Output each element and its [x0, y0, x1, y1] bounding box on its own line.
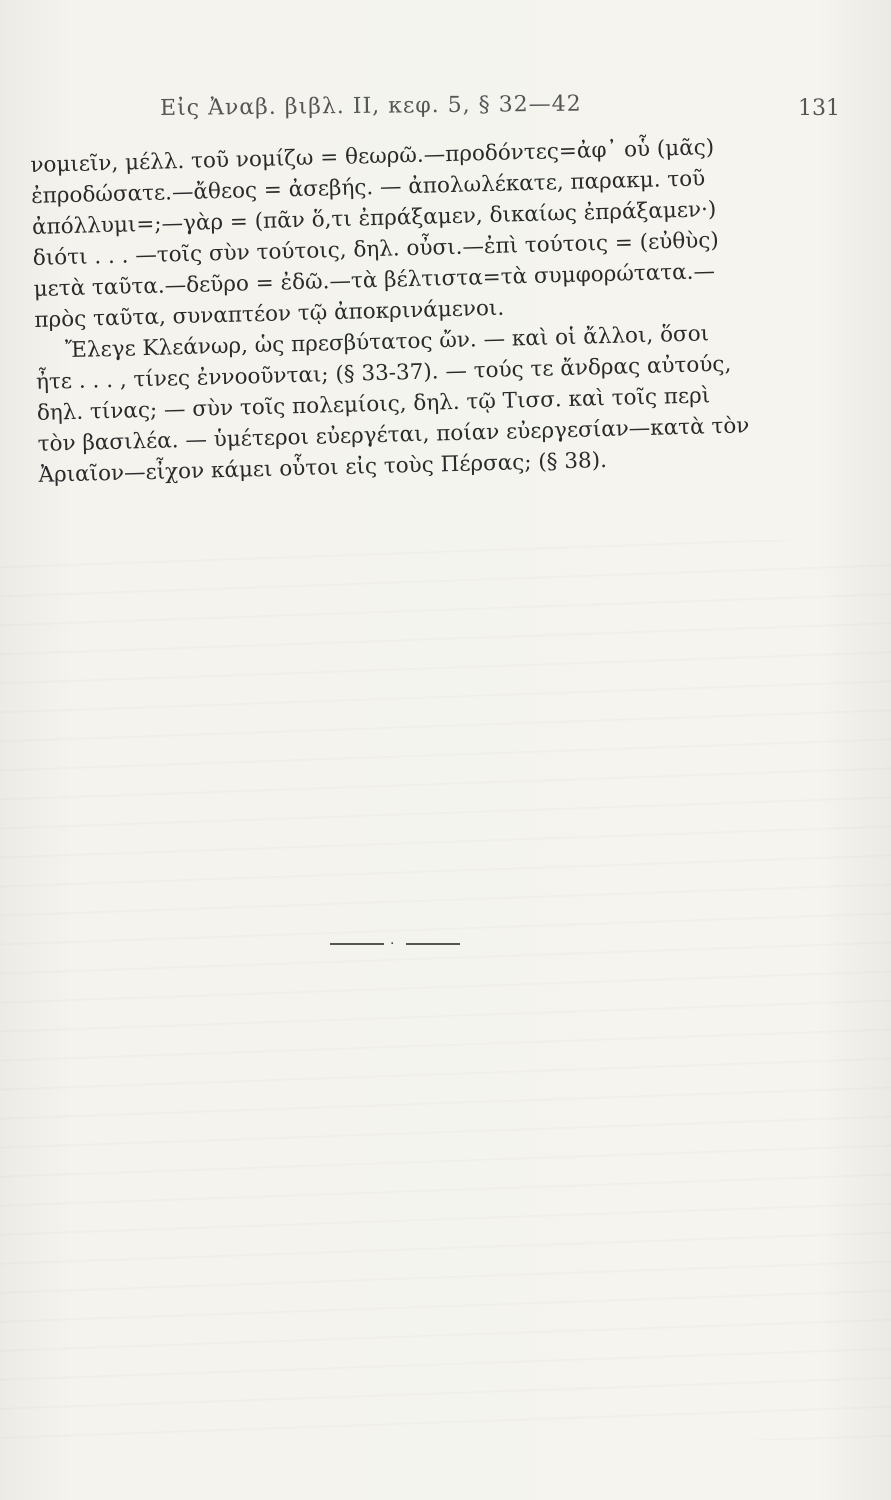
text-line: Ἔλεγε Κλεάνωρ, ὡς πρεσβύτατος ὤν. — καὶ οἱ ἄλλοι, ὅσοι: [64, 321, 710, 364]
divider-ornament: ·: [390, 936, 395, 952]
text-line: ἦτε . . . , τίνες ἐννοοῦνται; (§ 33-37). — τούς τε ἄνδρας αὐτούς,: [35, 351, 732, 395]
commentary-text: [30, 131, 777, 491]
divider-rule-right: [406, 943, 460, 945]
running-head: [40, 91, 850, 136]
text-line: ἀπόλλυμι=;—γὰρ = (πᾶν ὅ,τι ἐπράξαμεν, δικαίως ἐπράξαμεν·): [31, 197, 717, 240]
section-divider: [330, 936, 460, 950]
text-line: πρὸς ταῦτα, συναπτέον τῷ ἀποκρινάμενοι.: [34, 295, 505, 333]
text-line: Ἀριαῖον—εἶχον κάμει οὗτοι εἰς τοὺς Πέρσας; (§ 38).: [38, 448, 608, 488]
text-line: ἐπροδώσατε.—ἄθεος = ἀσεβής. — ἀπολωλέκατε, παρακμ. τοῦ: [30, 166, 706, 209]
text-line: νομιεῖν, μέλλ. τοῦ νομίζω = θεωρῶ.—προδόντες=ἀφ᾽ οὗ (μᾶς): [30, 135, 715, 178]
running-head-title: Εἰς Ἀναβ. βιβλ. ΙΙ, κεφ. 5, § 32—42: [159, 91, 582, 121]
text-line: μετὰ ταῦτα.—δεῦρο = ἐδῶ.—τὰ βέλτιστα=τὰ συμφορώτατα.—: [33, 259, 716, 302]
text-line: διότι . . . —τοῖς σὺν τούτοις, δηλ. οὖσι.—ἐπὶ τούτοις = (εὐθὺς): [32, 228, 720, 271]
show-through-texture: [0, 540, 891, 1440]
page-number: 131: [798, 96, 840, 121]
text-line: δηλ. τίνας; — σὺν τοῖς πολεμίοις, δηλ. τῷ Τισσ. καὶ τοῖς περὶ: [36, 383, 711, 426]
text-line: τὸν βασιλέα. — ὑμέτεροι εὐεργέται, ποίαν εὐεργεσίαν—κατὰ τὸν: [37, 413, 750, 457]
divider-rule-left: [330, 943, 384, 945]
